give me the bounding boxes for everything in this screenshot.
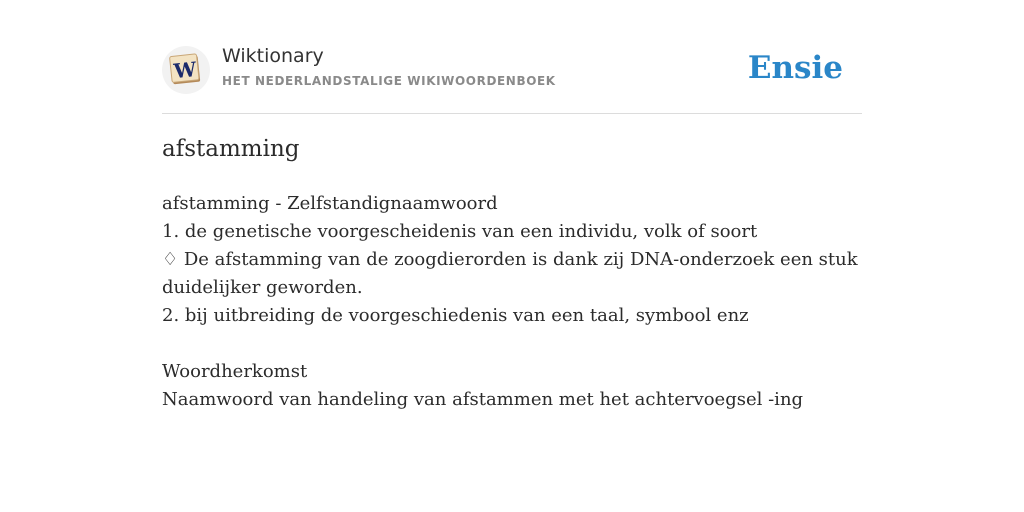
definition-2: 2. bij uitbreiding de voorgeschiedenis van een taal, symbool enz: [162, 305, 749, 326]
logo-letter: W: [172, 56, 198, 84]
example-1-line-2: duidelijker geworden.: [162, 277, 363, 298]
definition-1: 1. de genetische voorgescheidenis van een individu, volk of soort: [162, 221, 758, 242]
part-of-speech-line: afstamming - Zelfstandignaamwoord: [162, 193, 498, 214]
example-1-line-1: ♢ De afstamming van de zoogdierorden is dank zij DNA-onderzoek een stuk: [162, 249, 858, 270]
wiktionary-logo-icon[interactable]: [162, 46, 210, 94]
page: [162, 0, 862, 410]
entry-content: [162, 190, 862, 414]
etymology-text: Naamwoord van handeling van afstammen met het achtervoegsel -ing: [162, 389, 804, 410]
site-tagline: HET NEDERLANDSTALIGE WIKIWOORDENBOEK: [222, 74, 556, 88]
spacer: [162, 330, 862, 358]
page-title: afstamming: [162, 136, 300, 162]
etymology-heading: Woordherkomst: [162, 361, 308, 382]
site-header: [162, 0, 862, 114]
site-name[interactable]: Wiktionary: [222, 45, 324, 67]
logo-tile: [168, 52, 204, 88]
ensie-brand-link[interactable]: Ensie: [747, 50, 843, 86]
